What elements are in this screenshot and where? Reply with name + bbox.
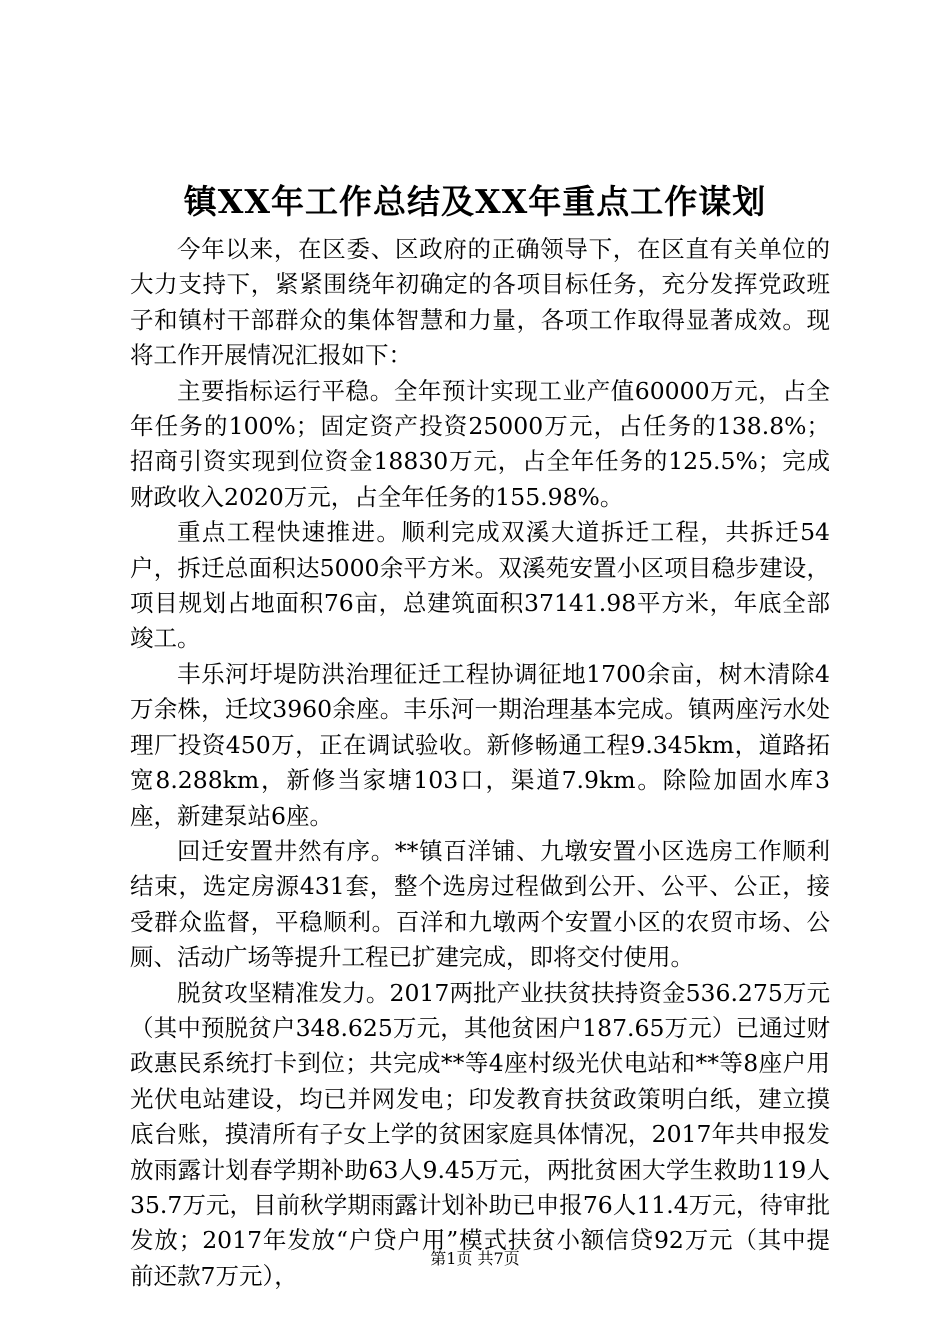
document-body <box>130 232 830 1294</box>
paragraph-key-projects: 重点工程快速推进。顺利完成双溪大道拆迁工程，共拆迁54户，拆迁总面积达5000余平方米。双溪苑安置小区项目稳步建设，项目规划占地面积76亩，总建筑面积37141.98平方米，年底全部竣工。 <box>130 518 830 653</box>
paragraph-poverty-alleviation: 脱贫攻坚精准发力。2017两批产业扶贫扶持资金536.275万元（其中预脱贫户348.625万元，其他贫困户187.65万元）已通过财政惠民系统打卡到位；共完成**等4座村级光伏电站和**等8座户用光伏电站建设，均已并网发电；印发教育扶贫政策明白纸，建立摸底台账，摸清所有子女上学的贫困家庭具体情况，2017年共申报发放雨露计划春学期补助63人9.45万元，两批贫困大学生救助119人35.7万元，目前秋学期雨露计划补助已申报76人11.4万元，待审批发放；2017年发放“户贷户用”模式扶贫小额信贷92万元（其中提前还款7万元）， <box>130 978 830 1290</box>
paragraph-intro: 今年以来，在区委、区政府的正确领导下，在区直有关单位的大力支持下，紧紧围绕年初确定的各项目标任务，充分发挥党政班子和镇村干部群众的集体智慧和力量，各项工作取得显著成效。现将工作开展情况汇报如下： <box>130 235 830 370</box>
paragraph-main-indicators: 主要指标运行平稳。全年预计实现工业产值60000万元，占全年任务的100%；固定资产投资25000万元，占任务的138.8%；招商引资实现到位资金18830万元，占全年任务的125.5%；完成财政收入2020万元，占全年任务的155.98%。 <box>130 376 830 511</box>
page-footer: 第1页 共7页 <box>430 1249 520 1268</box>
paragraph-river-works: 丰乐河圩堤防洪治理征迁工程协调征地1700余亩，树木清除4万余株，迁坟3960余座。丰乐河一期治理基本完成。镇两座污水处理厂投资450万，正在调试验收。新修畅通工程9.345km，道路拓宽8.288km，新修当家塘103口，渠道7.9km。除险加固水库3座，新建泵站6座。 <box>130 659 830 830</box>
document-title: 镇XX年工作总结及XX年重点工作谋划 <box>183 182 767 221</box>
paragraph-resettlement: 回迁安置井然有序。**镇百洋铺、九墩安置小区选房工作顺利结束，选定房源431套，整个选房过程做到公开、公平、公正，接受群众监督，平稳顺利。百洋和九墩两个安置小区的农贸市场、公厕、活动广场等提升工程已扩建完成，即将交付使用。 <box>130 836 830 972</box>
